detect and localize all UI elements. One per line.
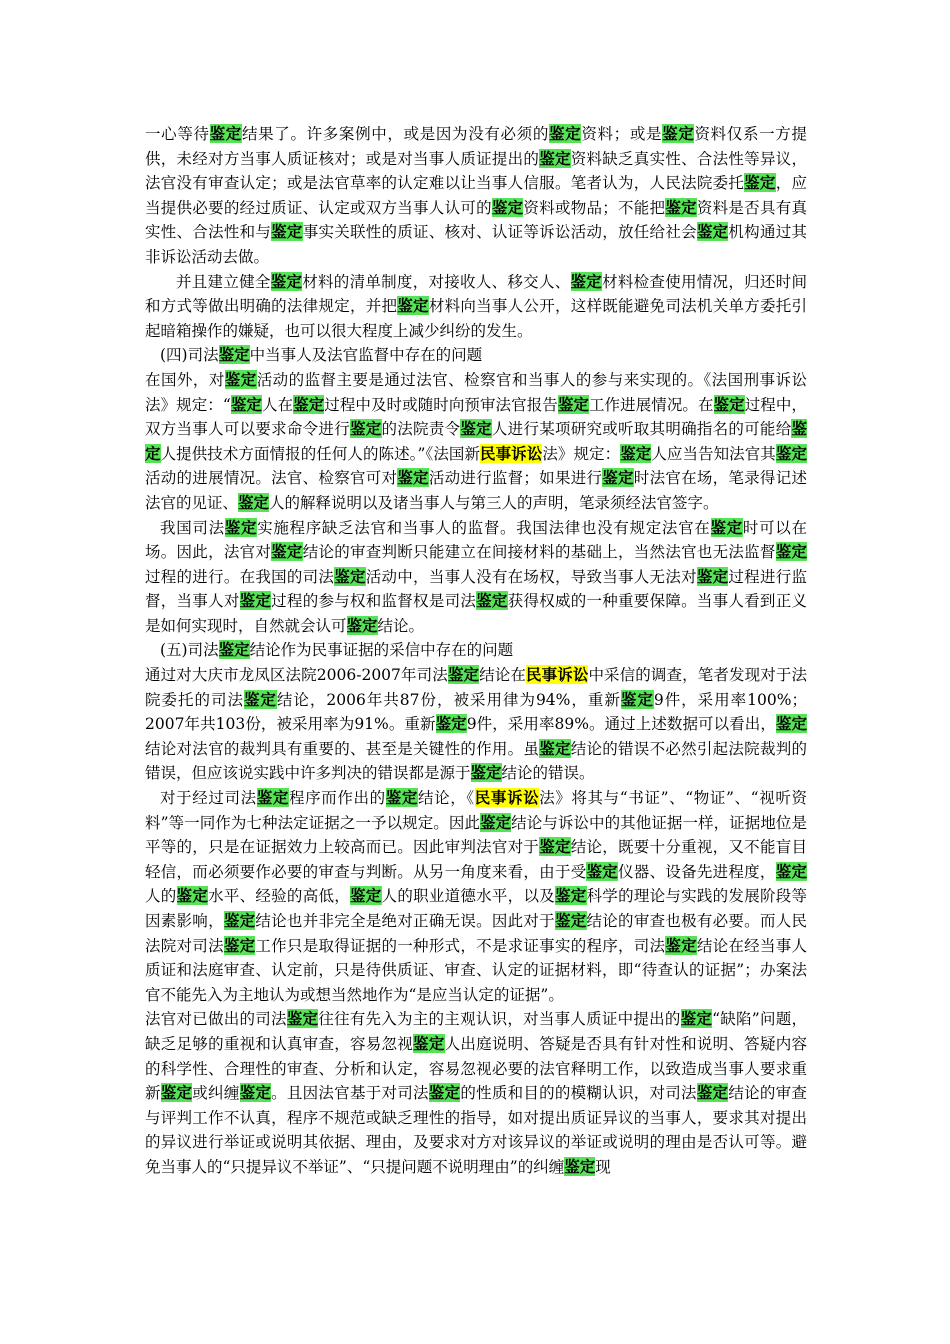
text-run: 人出庭说明、答疑是否具有针对性和说明、答疑内容的科学性、合理性的审查、分析和认定，容易忽视必要的法官释明工作，以致造成当事人要求重新 — [145, 1034, 807, 1103]
text-run: 时可以在场。因此，法官对 — [145, 518, 807, 562]
highlighted-term: 鉴定 — [665, 197, 697, 217]
highlighted-term: 鉴定 — [286, 1009, 319, 1029]
highlighted-term: 鉴定 — [620, 689, 654, 709]
highlighted-term: 鉴定 — [223, 935, 256, 955]
text-run: 结论，2006年共87份，被采用律为94%，重新 — [276, 690, 621, 709]
text-run: “缺陷”问题，缺乏足够的重视和认真审查，容易忽视 — [145, 1010, 807, 1053]
text-run: ，应当提供必要的经过质证、认定或双方当事人认可的 — [145, 174, 807, 217]
text-run: 水平、经验的高低， — [208, 887, 350, 906]
text-run: 资料；或是 — [581, 125, 663, 143]
highlighted-term-secondary: 民事诉讼 — [525, 665, 589, 685]
text-run: 机构通过其非诉讼活动去做。 — [145, 223, 807, 266]
highlighted-term: 鉴定 — [209, 124, 242, 143]
text-run: 事实关联性的质证、核对、认证等诉讼活动，放任给社会 — [302, 223, 697, 242]
highlighted-term: 鉴定 — [385, 788, 418, 808]
highlighted-term: 鉴定 — [218, 345, 250, 365]
text-run: 结果了。许多案例中，或是因为没有必须的 — [241, 125, 550, 143]
highlighted-term: 鉴定 — [230, 394, 262, 414]
highlighted-term: 鉴定 — [491, 197, 524, 217]
text-run: 结论的审查与评判工作不认真，程序不规范或缺乏理性的指导，如对提出质证异议的当事人，要求其对提出的异议进行举证或说明其依据、理由，及要求对方对该异议的举证或说明的理由是否认可等。避免当事人的“只提异议不举证”、“只提问题不说明理由”的纠缠 — [145, 1084, 807, 1176]
highlighted-term: 鉴定 — [334, 566, 366, 586]
highlighted-term: 鉴定 — [557, 394, 589, 414]
highlighted-term: 鉴定 — [160, 1083, 193, 1103]
highlighted-term: 鉴定 — [271, 222, 303, 242]
text-run: 结论，既要十分重视，又不能盲目轻信，而必须要作必要的审查与判断。从另一角度来看，由于受 — [145, 838, 807, 881]
text-run: 人在 — [262, 395, 294, 414]
text-run: 活动中，当事人没有在场权，导致当事人无法对 — [365, 567, 697, 586]
text-run: 结论，《 — [417, 789, 475, 808]
highlighted-term: 鉴定 — [346, 615, 378, 635]
text-run: 活动的进展情况。法官、检察官可对 — [145, 469, 398, 488]
text-run: 程序而作出的 — [288, 789, 386, 808]
text-run: 结论与诉讼中的其他证据一样，证据地位是平等的，只是在证据效力上较高而已。因此审判法官对于 — [145, 813, 807, 857]
text-run: 仪器、设备先进程度， — [618, 862, 776, 881]
text-run: 过程的参与权和监督权是司法 — [271, 592, 477, 611]
paragraph — [145, 516, 807, 639]
highlighted-term: 鉴定 — [397, 468, 429, 488]
text-run: 的性质和目的的模糊认识，对司法 — [460, 1084, 697, 1103]
text-run: 9件，采用率89%。通过上述数据可以看出， — [466, 715, 776, 734]
highlighted-term: 鉴定 — [775, 714, 807, 734]
highlighted-term: 鉴定 — [145, 419, 807, 463]
highlighted-term: 鉴定 — [620, 443, 652, 463]
text-run: 材料的清单制度，对接收人、移交人、 — [302, 272, 571, 291]
highlighted-term: 鉴定 — [775, 542, 807, 562]
highlighted-term: 鉴定 — [428, 1083, 461, 1103]
paragraph — [145, 663, 807, 786]
text-run: 并且建立健全 — [176, 272, 271, 291]
highlighted-term: 鉴定 — [696, 222, 729, 242]
highlighted-term: 鉴定 — [665, 935, 697, 955]
text-run: 的法院责令 — [381, 420, 461, 439]
highlighted-term: 鉴定 — [539, 738, 571, 758]
highlighted-term: 鉴定 — [271, 542, 303, 562]
text-run: 获得权威的一种重要保障。当事人看到正义是如何实现时，自然就会认可 — [145, 592, 807, 635]
text-run: 人的 — [145, 887, 177, 906]
highlighted-term: 鉴定 — [224, 369, 257, 389]
highlighted-term: 鉴定 — [710, 517, 743, 537]
text-run: 过程中，双方当事人可以要求命令进行 — [145, 395, 807, 439]
highlighted-term: 鉴定 — [662, 124, 695, 143]
highlighted-term: 鉴定 — [570, 271, 603, 291]
text-run: (四)司法 — [160, 346, 219, 365]
highlighted-term: 鉴定 — [775, 443, 807, 463]
text-run: 结论。 — [377, 616, 425, 635]
highlighted-term: 鉴定 — [270, 271, 303, 291]
paragraph — [145, 786, 807, 1007]
text-run: 活动的监督主要是通过法官、检察官和当事人的参与来实现的。《法国刑事诉讼法》规定：“ — [145, 370, 807, 414]
section-heading — [145, 343, 807, 368]
highlighted-term: 鉴定 — [413, 1033, 445, 1053]
text-run: 人的解释说明以及诸当事人与第三人的声明，笔录须经法官签字。 — [269, 493, 719, 512]
highlighted-term: 鉴定 — [350, 886, 382, 906]
paragraph — [145, 122, 807, 270]
text-run: 时法官在场，笔录得记述法官的见证、 — [145, 469, 807, 512]
paragraph — [145, 270, 807, 344]
text-run: 人进行某项研究或听取其明确指名的可能给 — [491, 420, 792, 439]
highlighted-term: 鉴定 — [602, 468, 634, 488]
highlighted-term: 鉴定 — [539, 148, 571, 168]
text-run: 对于经过司法 — [160, 789, 257, 808]
text-run: 科学的理论与实践的发展阶段等因素影响， — [145, 887, 807, 930]
text-run: 结论的错误不必然引起法院裁判的错误，但应该说实践中许多判决的错误都是源于 — [145, 739, 807, 783]
text-run: 法》将其与“书证”、“物证”、“视听资料”等一同作为七种法定证据之一予以规定。因此 — [145, 789, 807, 832]
highlighted-term: 鉴定 — [349, 419, 382, 439]
text-run: 或纠缠 — [192, 1084, 240, 1103]
highlighted-term: 鉴定 — [476, 591, 508, 611]
highlighted-term: 鉴定 — [775, 861, 807, 881]
highlighted-term: 鉴定 — [293, 394, 325, 414]
text-run: 实施程序缺乏法官和当事人的监督。我国法律也没有规定法官在 — [257, 518, 711, 537]
highlighted-term: 鉴定 — [480, 812, 512, 832]
highlighted-term: 鉴定 — [435, 714, 467, 734]
text-run: 过程的进行。在我国的司法 — [145, 567, 335, 586]
text-run: 资料是否具有真实性、合法性和与 — [145, 198, 807, 242]
text-run: 工作只是取得证据的一种形式，不是求证事实的程序，司法 — [255, 936, 666, 955]
text-run: 结论在 — [479, 666, 526, 685]
document-page — [145, 122, 807, 1180]
text-run: 一心等待 — [145, 125, 210, 143]
highlighted-term: 鉴定 — [696, 566, 729, 586]
text-run: (五)司法 — [160, 641, 219, 660]
text-run: 过程进行监督，当事人对 — [145, 567, 807, 611]
highlighted-term: 鉴定 — [549, 124, 582, 143]
text-run: 结论对法官的裁判具有重要的、甚至是关键性的作用。虽 — [145, 739, 540, 758]
text-run: 结论作为民事证据的采信中存在的问题 — [249, 641, 514, 660]
text-run: 人提供技术方面情报的任何人的陈述。”《法国新 — [160, 444, 481, 463]
highlighted-term: 鉴定 — [256, 788, 289, 808]
text-run: 人的职业道德水平，以及 — [381, 887, 555, 906]
text-run: 活动进行监督；如果进行 — [428, 469, 603, 488]
text-run: 中采信的调查，笔者发现对于法院委托的司法 — [145, 666, 807, 709]
highlighted-term: 鉴定 — [539, 837, 571, 857]
highlighted-term: 鉴定 — [744, 173, 776, 193]
highlighted-term: 鉴定 — [554, 911, 587, 930]
highlighted-term: 鉴定 — [713, 394, 745, 414]
highlighted-term: 鉴定 — [218, 640, 250, 660]
highlighted-term: 鉴定 — [397, 296, 429, 316]
text-run: 过程中及时或随时向预审法官报告 — [324, 395, 558, 414]
text-run: 往往有先入为主的主观认识，对当事人质证中提出的 — [318, 1010, 681, 1029]
text-run: 结论在经当事人质证和法庭审查、认定前，只是待供质证、审查、认定的证据材料，即“待查认的证据”；办案法官不能先入为主地认为或想当然地作为“是应当认定的证据”。 — [145, 936, 807, 1004]
highlighted-term: 鉴定 — [243, 689, 277, 709]
highlighted-term: 鉴定 — [223, 911, 256, 930]
highlighted-term: 鉴定 — [470, 763, 502, 783]
highlighted-term: 鉴定 — [176, 886, 209, 906]
highlighted-term: 鉴定 — [564, 1156, 596, 1176]
highlighted-term: 鉴定 — [239, 1083, 272, 1103]
paragraph — [145, 1007, 807, 1179]
highlighted-term: 鉴定 — [586, 861, 619, 881]
paragraph — [145, 368, 807, 516]
section-heading — [145, 638, 807, 663]
text-run: 法》规定： — [542, 444, 621, 463]
text-run: 9件，采用率100%；2007年共103份，被采用率为91%。重新 — [145, 690, 807, 734]
text-run: 人应当告知法官其 — [651, 444, 776, 463]
highlighted-term: 鉴定 — [224, 517, 258, 537]
highlighted-term: 鉴定 — [238, 492, 270, 512]
text-run: 材料检查使用情况，归还时间和方式等做出明确的法律规定，并把 — [145, 272, 807, 316]
highlighted-term: 鉴定 — [460, 419, 492, 439]
highlighted-term-secondary: 民事诉讼 — [480, 443, 543, 463]
text-run: 我国司法 — [160, 518, 225, 537]
text-run: 现 — [595, 1157, 611, 1176]
text-run: 中当事人及法官监督中存在的问题 — [249, 346, 483, 365]
highlighted-term: 鉴定 — [696, 1083, 729, 1103]
text-run: 通过对大庆市龙凤区法院2006-2007年司法 — [145, 666, 448, 685]
highlighted-term-secondary: 民事诉讼 — [474, 788, 540, 808]
highlighted-term: 鉴定 — [680, 1009, 713, 1029]
text-run: 结论也并非完全是绝对正确无误。因此对于 — [255, 912, 555, 930]
highlighted-term: 鉴定 — [554, 886, 587, 906]
text-run: 资料或物品；不能把 — [523, 198, 666, 217]
text-run: 。且因法官基于对司法 — [271, 1084, 429, 1103]
text-run: 结论的审查也极有必要。而人民法院对司法 — [145, 912, 807, 955]
text-run: 结论的审查判断只能建立在间接材料的基础上，当然法官也无法监督 — [302, 543, 776, 562]
text-run: 资料仅系一方提供，未经对方当事人质证核对；或是对当事人质证提出的 — [145, 125, 807, 168]
text-run: 材料向当事人公开，这样既能避免司法机关单方委托引起暗箱操作的嫌疑，也可以很大程度上减少纠纷的发生。 — [145, 297, 807, 340]
highlighted-term: 鉴定 — [447, 665, 480, 685]
text-run: 法官对已做出的司法 — [145, 1010, 287, 1029]
text-run: 资料缺乏真实性、合法性等异议，法官没有审查认定；或是法官草率的认定难以让当事人信服。笔者认为，人民法院委托 — [145, 149, 807, 193]
text-run: 结论的错误。 — [501, 764, 595, 783]
highlighted-term: 鉴定 — [239, 591, 272, 611]
text-run: 工作进展情况。在 — [588, 395, 714, 414]
text-run: 在国外，对 — [145, 370, 225, 389]
